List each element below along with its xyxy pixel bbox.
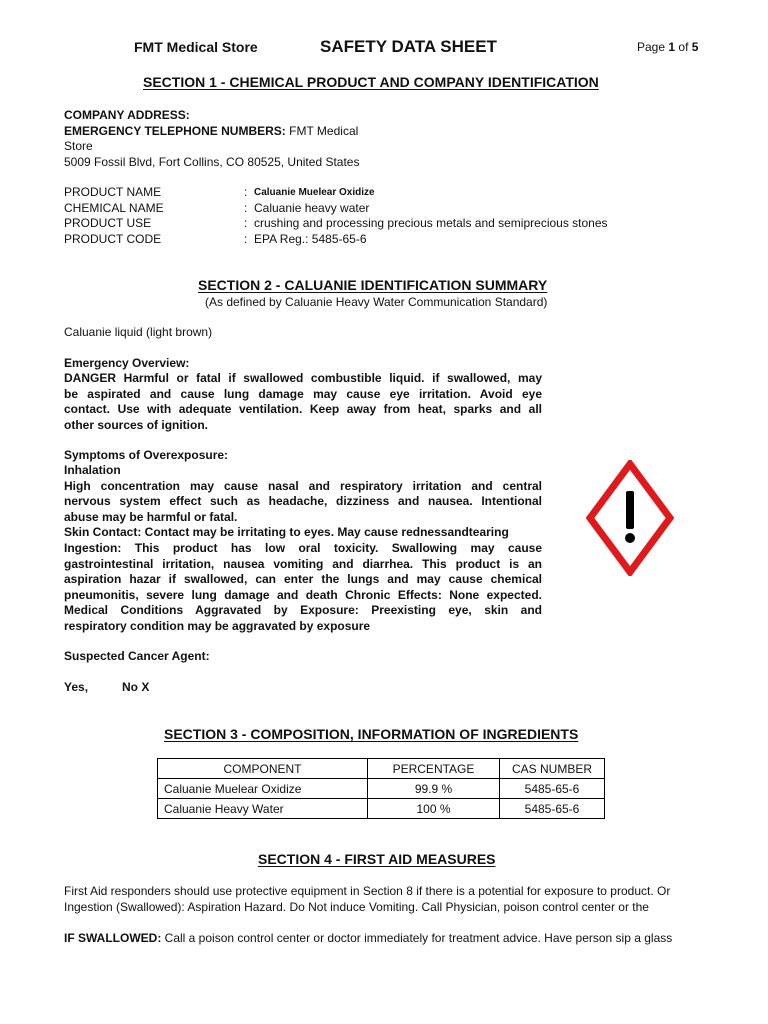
product-code-label: PRODUCT CODE	[64, 232, 162, 246]
chemical-name-label: CHEMICAL NAME	[64, 201, 164, 215]
company-address: 5009 Fossil Blvd, Fort Collins, CO 80525, United States	[64, 155, 360, 169]
text-line: High concentration may cause nasal and respiratory irritation and central	[64, 478, 542, 493]
section-2-subtitle: (As defined by Caluanie Heavy Water Communication Standard)	[205, 295, 548, 309]
page-total: 5	[691, 40, 699, 54]
ingredients-table	[157, 758, 605, 819]
product-name-label: PRODUCT NAME	[64, 185, 162, 199]
exclamation-mark-hazard-icon	[586, 460, 674, 576]
table-cell: 5485-65-6	[500, 779, 605, 799]
field-colon: :	[244, 216, 248, 230]
text-line: Medical Conditions Aggravated by Exposure: Preexisting eye, skin and	[64, 603, 542, 618]
text-line: Skin Contact: Contact may be irritating to eyes. May cause rednessandtearing	[64, 525, 509, 540]
field-colon: :	[244, 201, 248, 215]
chemical-name-value: Caluanie heavy water	[254, 201, 370, 215]
text-line: DANGER Harmful or fatal if swallowed combustible liquid. if swallowed, may	[64, 371, 542, 385]
cancer-yes: Yes,	[64, 680, 89, 694]
if-swallowed-text: Call a poison control center or doctor immediately for treatment advice. Have person sip a glass	[164, 931, 673, 945]
field-colon: :	[244, 185, 248, 199]
emergency-phone-value: FMT Medical	[289, 124, 359, 138]
emergency-phone-label: EMERGENCY TELEPHONE NUMBERS:	[64, 124, 286, 138]
appearance-text: Caluanie liquid (light brown)	[64, 325, 213, 339]
if-swallowed-line	[64, 931, 672, 947]
text-line: gastrointestinal irritation, nausea vomiting and diarrhea. This product is an	[64, 556, 542, 571]
text-line: Ingestion: This product has low oral toxicity. Swallowing may cause	[64, 540, 542, 555]
emergency-phone-value-cont: Store	[64, 139, 93, 153]
product-name-value: Caluanie Muelear Oxidize	[254, 187, 375, 198]
product-use-value: crushing and processing precious metals and semiprecious stones	[254, 216, 608, 230]
table-cell: Caluanie Muelear Oxidize	[158, 779, 368, 799]
first-aid-text-line: Ingestion (Swallowed): Aspiration Hazard. Do Not induce Vomiting. Call Physician, poison control center or the	[64, 900, 649, 914]
if-swallowed-label: IF SWALLOWED:	[64, 931, 162, 945]
table-header-row	[158, 759, 605, 779]
store-name: FMT Medical Store	[134, 39, 258, 55]
table-cell: 99.9 %	[368, 779, 500, 799]
cancer-agent-heading: Suspected Cancer Agent:	[64, 649, 210, 663]
page-of: of	[678, 40, 689, 54]
first-aid-text-line: First Aid responders should use protective equipment in Section 8 if there is a potential for exposure to product. Or	[64, 884, 671, 898]
emergency-phone-line	[64, 124, 358, 140]
page-number: 1	[668, 40, 676, 54]
text-line: nervous system effect such as headache, dizziness and nausea. Intentional	[64, 494, 542, 509]
table-cell: Caluanie Heavy Water	[158, 799, 368, 819]
column-header: CAS NUMBER	[500, 759, 605, 779]
table-cell: 100 %	[368, 799, 500, 819]
column-header: PERCENTAGE	[368, 759, 500, 779]
text-line: respiratory condition may be aggravated by exposure	[64, 618, 371, 633]
company-address-label: COMPANY ADDRESS:	[64, 108, 190, 122]
text-line: abuse may be harmful or fatal.	[64, 509, 238, 524]
text-line: aspiration hazar if swallowed, can enter the lungs and may cause chemical	[64, 572, 542, 587]
emergency-overview-text	[64, 371, 542, 433]
page-indicator	[637, 40, 698, 54]
emergency-overview-heading: Emergency Overview:	[64, 356, 190, 370]
section-2-title: SECTION 2 - CALUANIE IDENTIFICATION SUMMARY	[198, 277, 548, 293]
field-colon: :	[244, 232, 248, 246]
section-1-title: SECTION 1 - CHEMICAL PRODUCT AND COMPANY IDENTIFICATION	[143, 74, 599, 90]
section-3-title: SECTION 3 - COMPOSITION, INFORMATION OF INGREDIENTS	[164, 726, 579, 742]
table-row	[158, 799, 605, 819]
page-word: Page	[637, 40, 666, 54]
symptoms-text	[64, 463, 542, 635]
table-cell: 5485-65-6	[500, 799, 605, 819]
text-line: be aspirated and cause lung damage may cause eye irritation. Avoid eye	[64, 386, 542, 401]
section-4-title: SECTION 4 - FIRST AID MEASURES	[258, 851, 496, 867]
text-line: other sources of ignition.	[64, 417, 209, 432]
column-header: COMPONENT	[158, 759, 368, 779]
document-title: SAFETY DATA SHEET	[320, 37, 497, 56]
product-use-label: PRODUCT USE	[64, 216, 152, 230]
cancer-no: No X	[122, 680, 150, 694]
text-line: pneumonitis, severe lung damage and death Chronic Effects: None expected.	[64, 587, 542, 602]
symptoms-heading: Symptoms of Overexposure:	[64, 448, 229, 462]
text-line: contact. Use with adequate ventilation. Keep away from heat, sparks and all	[64, 402, 542, 417]
product-code-value: EPA Reg.: 5485-65-6	[254, 232, 367, 246]
text-line: Inhalation	[64, 463, 121, 477]
table-row	[158, 779, 605, 799]
